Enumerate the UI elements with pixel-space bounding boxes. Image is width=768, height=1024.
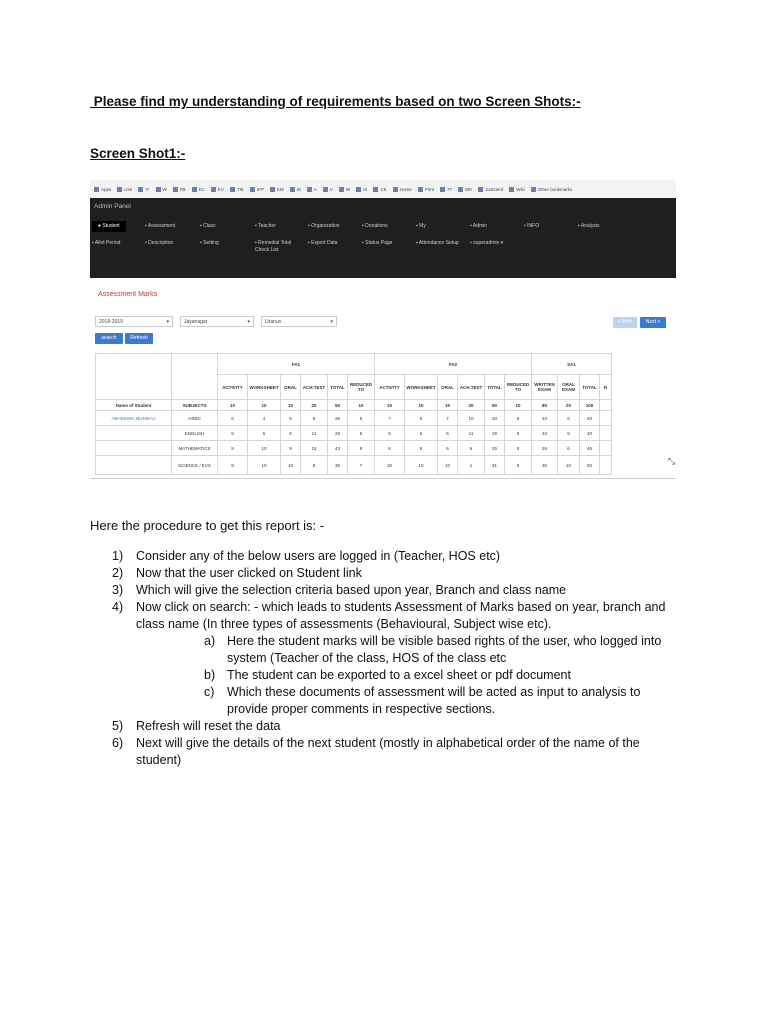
screenshot-label: Screen Shot1:-: [90, 146, 186, 161]
mark-cell: 10: [458, 411, 485, 426]
bookmark-item[interactable]: [192, 187, 205, 192]
bookmark-item[interactable]: [531, 187, 573, 192]
column-header: TOTAL: [328, 375, 348, 400]
substep-number: a): [204, 634, 216, 648]
substep-text: Which these documents of assessment will be acted as input to analysis to provide proper comments in respective sections.: [227, 685, 641, 716]
step-number: 2): [112, 566, 124, 580]
mark-cell: 6: [558, 411, 580, 426]
bookmark-icon: [173, 187, 178, 192]
bookmark-item[interactable]: [138, 187, 149, 192]
nav-item-secondary[interactable]: [92, 240, 120, 247]
procedure-intro: Here the procedure to get this report is: -: [90, 518, 325, 533]
nav-label: Teacher: [258, 223, 276, 229]
bookmark-label: V: [329, 186, 333, 192]
mark-cell: 29: [328, 426, 348, 441]
bookmark-icon: [458, 187, 463, 192]
step-text: Now click on search: - which leads to students Assessment of Marks based on year, branch and class name (In three types of assessments (Behavioural, Subject wise etc).: [136, 600, 666, 631]
table-cell: [172, 354, 218, 400]
mark-cell: 25: [485, 441, 505, 456]
table-max-marks-row: [96, 400, 612, 411]
mark-cell: 7: [348, 456, 375, 475]
nav-item-teacher[interactable]: [255, 223, 276, 230]
mark-cell: 7: [438, 411, 458, 426]
table-row: [96, 456, 612, 475]
max-mark-cell: 10: [348, 400, 375, 411]
bookmark-label: IS: [363, 186, 368, 192]
mark-cell: 36: [328, 456, 348, 475]
resize-icon: ⤡: [668, 456, 676, 466]
mark-cell: 31: [485, 456, 505, 475]
procedure-step: [90, 735, 680, 769]
bookmark-label: Wiki: [516, 186, 525, 192]
mark-cell: 50: [580, 456, 600, 475]
mark-cell: 9: [281, 441, 301, 456]
bookmark-icon: [509, 187, 514, 192]
embedded-screenshot: [90, 180, 676, 479]
subject-cell: ENGLISH: [172, 426, 218, 441]
step-number: 4): [112, 600, 124, 614]
mark-cell: 9: [218, 441, 248, 456]
nav-item-donations[interactable]: [362, 223, 388, 230]
table-cell: [96, 354, 172, 400]
procedure-step: [90, 599, 680, 718]
year-select[interactable]: 2018-2019 ▾: [95, 316, 173, 327]
max-mark-cell: 20: [458, 400, 485, 411]
mark-cell: 6: [405, 411, 438, 426]
mark-cell: 7: [375, 411, 405, 426]
nav-label: Attendance Setup: [418, 240, 459, 246]
assessment-content: [90, 278, 676, 478]
nav-icon: ▪: [308, 223, 312, 229]
mark-cell: 10: [438, 456, 458, 475]
nav-icon: ▪: [200, 223, 204, 229]
next-button[interactable]: Next »: [640, 317, 666, 328]
mark-cell: 10: [248, 441, 281, 456]
nav-item-secondary[interactable]: [470, 240, 503, 247]
student-name-cell[interactable]: ABHISHEK MUNIRAJ: [96, 411, 172, 426]
max-mark-cell: 20: [558, 400, 580, 411]
bookmark-label: IFP: [256, 186, 264, 192]
max-mark-cell: 10: [248, 400, 281, 411]
student-name-cell: [96, 441, 172, 456]
mark-cell: 6: [505, 426, 532, 441]
nav-icon: ▪: [145, 240, 149, 246]
bookmark-icon: [211, 187, 216, 192]
refresh-button[interactable]: Refresh: [125, 333, 153, 344]
bookmarks-bar: [90, 180, 676, 198]
procedure-step: [90, 582, 680, 599]
column-header: TOTAL: [485, 375, 505, 400]
bookmark-icon: [339, 187, 344, 192]
column-header: ORAL: [281, 375, 301, 400]
bookmark-item[interactable]: [270, 187, 284, 192]
step-text: Consider any of the below users are logged in (Teacher, HOS etc): [136, 549, 501, 563]
max-mark-cell: 10: [218, 400, 248, 411]
bookmark-icon: [156, 187, 161, 192]
nav-icon: ▪: [92, 240, 95, 246]
step-number: 6): [112, 736, 124, 750]
mark-cell: 43: [328, 441, 348, 456]
step-text: Next will give the details of the next student (mostly in alphabetical order of the name of the student): [136, 736, 640, 767]
mark-cell: 9: [348, 441, 375, 456]
mark-cell: 6: [248, 426, 281, 441]
procedure-substep: [90, 684, 680, 718]
bookmark-item[interactable]: [509, 187, 525, 192]
step-text: Now that the user clicked on Student link: [136, 566, 362, 580]
mark-cell: 8: [301, 456, 328, 475]
subject-cell: HINDI: [172, 411, 218, 426]
bookmark-icon: [94, 187, 99, 192]
mark-cell: 6: [375, 426, 405, 441]
bookmark-item[interactable]: [307, 187, 317, 192]
nav-label: INFO: [527, 223, 540, 229]
nav-item-class[interactable]: [200, 223, 216, 230]
assessment-group-fa2: FA2: [375, 354, 532, 375]
bookmark-item[interactable]: [173, 187, 186, 192]
column-header: WRITTEN EXAM: [532, 375, 558, 400]
nav-item-organization[interactable]: [308, 223, 340, 230]
mark-cell: 4: [248, 411, 281, 426]
bookmark-label: Home: [399, 186, 412, 192]
mark-cell: 1: [458, 456, 485, 475]
bookmark-icon: [373, 187, 378, 192]
mark-cell: 40: [580, 426, 600, 441]
nav-icon: ▪: [200, 240, 204, 246]
max-mark-cell: 10: [505, 400, 532, 411]
bookmark-item[interactable]: [440, 187, 452, 192]
mark-cell: 10: [558, 456, 580, 475]
nav-item-admin[interactable]: [470, 223, 487, 230]
max-mark-cell: 50: [328, 400, 348, 411]
column-header: WORKSHEET: [405, 375, 438, 400]
nav-label: Description: [148, 240, 174, 246]
nav-icon: ▪: [255, 240, 259, 246]
mark-cell: 6: [281, 426, 301, 441]
assessment-group-sa1: SA1: [532, 354, 612, 375]
procedure-step: [90, 565, 680, 582]
substep-text: The student can be exported to a excel sheet or pdf document: [227, 668, 571, 682]
bookmark-item[interactable]: [156, 187, 167, 192]
mark-cell: 30: [532, 456, 558, 475]
bookmark-icon: [290, 187, 295, 192]
max-mark-cell: [600, 400, 612, 411]
table-group-row: [96, 354, 612, 375]
step-text: Refresh will reset the data: [136, 719, 281, 733]
table-row: [96, 426, 612, 441]
mark-cell: 34: [532, 426, 558, 441]
nav-icon: ▪: [416, 223, 420, 229]
nav-item-info[interactable]: [524, 223, 539, 230]
mark-cell: 11: [301, 426, 328, 441]
mark-cell: 29: [485, 426, 505, 441]
nav-label: Assessment: [147, 223, 176, 229]
nav-icon: ▪: [362, 223, 366, 229]
column-header: ACTIVITY: [375, 375, 405, 400]
mark-cell: 5: [405, 441, 438, 456]
nav-label: superadmin ▾: [473, 240, 504, 246]
mark-cell: 6: [218, 426, 248, 441]
max-mark-cell: 10: [438, 400, 458, 411]
bookmark-item[interactable]: [230, 187, 244, 192]
nav-label: Remedial Total Check List: [255, 240, 292, 253]
bookmark-item[interactable]: [458, 187, 472, 192]
column-header: ACH.TEST: [458, 375, 485, 400]
mark-cell: 10: [375, 456, 405, 475]
nav-label: Organization: [311, 223, 340, 229]
procedure-steps: [90, 548, 680, 769]
bookmark-item[interactable]: [290, 187, 301, 192]
document-heading: Please find my understanding of requirements based on two Screen Shots:-: [90, 94, 581, 109]
nav-label: Admin: [472, 223, 488, 229]
bookmark-item[interactable]: [117, 187, 132, 192]
column-header: ACH.TEST: [301, 375, 328, 400]
bookmark-icon: [356, 187, 361, 192]
nav-label: Setting: [203, 240, 219, 246]
max-mark-cell: 10: [375, 400, 405, 411]
bookmark-label: 77: [446, 186, 452, 192]
max-mark-cell: 50: [485, 400, 505, 411]
admin-panel-title: Admin Panel: [94, 203, 131, 210]
subject-cell: SCIENCE / EVS: [172, 456, 218, 475]
bookmark-item[interactable]: [94, 187, 111, 192]
student-icon: ●: [98, 223, 103, 229]
max-mark-cell: 80: [532, 400, 558, 411]
nav-label: Class: [203, 223, 216, 229]
bookmark-item[interactable]: [211, 187, 224, 192]
mark-cell: [600, 411, 612, 426]
max-mark-cell: 100: [580, 400, 600, 411]
mark-cell: 6: [505, 456, 532, 475]
step-text: Which will give the selection criteria based upon year, Branch and class name: [136, 583, 567, 597]
branch-select[interactable]: Jayanagar ▾: [180, 316, 254, 327]
substep-number: c): [204, 685, 215, 699]
bookmark-label: KM: [276, 186, 284, 192]
mark-cell: 11: [458, 426, 485, 441]
bookmark-label: WK: [465, 186, 473, 192]
column-header: ORAL EXAM: [558, 375, 580, 400]
bookmark-item[interactable]: [250, 187, 264, 192]
bookmark-label: TIE: [236, 186, 244, 192]
mark-cell: 15: [301, 441, 328, 456]
substep-number: b): [204, 668, 216, 682]
bookmark-label: A: [313, 186, 317, 192]
nav-item-secondary[interactable]: [308, 240, 338, 247]
mark-cell: 10: [248, 456, 281, 475]
prev-button[interactable]: « Prev: [613, 317, 637, 328]
bookmark-label: W: [345, 186, 351, 192]
bookmark-label: W: [162, 186, 167, 192]
bookmark-icon: [230, 187, 235, 192]
mark-cell: 6: [375, 441, 405, 456]
nav-icon: ▪: [362, 240, 366, 246]
nav-item-secondary[interactable]: [200, 240, 219, 247]
column-header: ACTIVITY: [218, 375, 248, 400]
bookmark-icon: [478, 187, 483, 192]
bookmark-label: IS: [296, 186, 301, 192]
student-name-cell: [96, 456, 172, 475]
mark-cell: 6: [218, 411, 248, 426]
mark-cell: 5: [505, 441, 532, 456]
mark-cell: 26: [328, 411, 348, 426]
mark-cell: 9: [301, 411, 328, 426]
mark-cell: [600, 456, 612, 475]
mark-cell: 5: [348, 411, 375, 426]
mark-cell: 6: [558, 426, 580, 441]
bookmark-icon: [117, 187, 122, 192]
class-select[interactable]: Uranus ▾: [261, 316, 337, 327]
nav-icon: ▪: [416, 240, 419, 246]
bookmark-label: Apps: [101, 186, 112, 192]
student-name-cell: [96, 426, 172, 441]
nav-label: Allot Period: [94, 240, 121, 246]
admin-panel-header: [90, 198, 676, 278]
bookmark-label: KV: [217, 186, 224, 192]
bookmark-label: Print: [424, 186, 434, 192]
bookmark-item[interactable]: [478, 187, 503, 192]
max-mark-cell: 10: [281, 400, 301, 411]
bookmark-label: JustNerd: [485, 186, 504, 192]
nav-row-secondary: [90, 240, 676, 254]
bookmark-item[interactable]: [373, 187, 386, 192]
mark-cell: 8: [218, 456, 248, 475]
bookmark-icon: [192, 187, 197, 192]
nav-icon: ▪: [470, 223, 473, 229]
column-header: REDUCED TO: [348, 375, 375, 400]
mark-cell: 26: [532, 441, 558, 456]
column-header: WORKSHEET: [248, 375, 281, 400]
mark-cell: 30: [485, 411, 505, 426]
bookmark-icon: [323, 187, 328, 192]
column-header: R: [600, 375, 612, 400]
nav-item-my[interactable]: [416, 223, 426, 230]
nav-item-secondary[interactable]: [362, 240, 392, 247]
bookmark-item[interactable]: [323, 187, 333, 192]
nav-icon: ▪: [145, 223, 148, 229]
name-of-student-header: Name of Student: [96, 400, 172, 411]
bookmark-label: Other bookmarks: [537, 186, 573, 192]
subjects-header: SUBJECTS: [172, 400, 218, 411]
nav-icon: ▪: [578, 223, 581, 229]
max-mark-cell: 20: [301, 400, 328, 411]
nav-item-analysis[interactable]: [578, 223, 600, 230]
nav-item-assessment[interactable]: [145, 223, 175, 230]
nav-label: Analysis: [580, 223, 600, 229]
nav-icon: ▪: [255, 223, 259, 229]
bookmark-item[interactable]: [418, 187, 434, 192]
bookmark-item[interactable]: [339, 187, 350, 192]
bookmark-icon: [307, 187, 312, 192]
mark-cell: 6: [405, 426, 438, 441]
mark-cell: 6: [438, 441, 458, 456]
column-header: ORAL: [438, 375, 458, 400]
mark-cell: 40: [580, 411, 600, 426]
nav-label: Status Page: [365, 240, 393, 246]
nav-label: Student: [102, 223, 120, 229]
search-button[interactable]: search: [95, 333, 123, 344]
max-mark-cell: 10: [405, 400, 438, 411]
nav-item-student[interactable]: [92, 221, 126, 232]
step-number: 1): [112, 549, 124, 563]
column-header: REDUCED TO: [505, 375, 532, 400]
table-row: [96, 441, 612, 456]
step-number: 3): [112, 583, 124, 597]
nav-item-secondary[interactable]: [255, 240, 303, 254]
bookmark-icon: [270, 187, 275, 192]
mark-cell: 6: [505, 411, 532, 426]
mark-cell: 6: [458, 441, 485, 456]
nav-item-secondary[interactable]: [145, 240, 173, 247]
bookmark-label: KC: [198, 186, 205, 192]
bookmark-item[interactable]: [393, 187, 412, 192]
procedure-substep: [90, 667, 680, 684]
bookmark-icon: [418, 187, 423, 192]
nav-icon: ▪: [308, 240, 312, 246]
procedure-step: [90, 718, 680, 735]
procedure-substep: [90, 633, 680, 667]
bookmark-icon: [440, 187, 445, 192]
bookmark-icon: [393, 187, 398, 192]
mark-cell: 10: [281, 456, 301, 475]
column-header: TOTAL: [580, 375, 600, 400]
nav-label: Donations: [365, 223, 388, 229]
step-number: 5): [112, 719, 124, 733]
procedure-step: [90, 548, 680, 565]
bookmark-label: Use: [124, 186, 133, 192]
mark-cell: 34: [532, 411, 558, 426]
bookmark-label: FB: [179, 186, 186, 192]
mark-cell: 46: [580, 441, 600, 456]
bookmark-item[interactable]: [356, 187, 367, 192]
subject-cell: MATHEMATICS: [172, 441, 218, 456]
bookmark-label: Y!: [145, 186, 150, 192]
mark-cell: [600, 441, 612, 456]
mark-cell: 5: [281, 411, 301, 426]
assessment-group-fa1: FA1: [218, 354, 375, 375]
assessment-marks-table: [95, 353, 612, 475]
assessment-marks-title: Assessment Marks: [98, 291, 158, 298]
procedure-substeps: [136, 633, 680, 718]
substep-text: Here the student marks will be visible based rights of the user, who logged into system (Teacher of the class, HOS of the class etc: [227, 634, 662, 665]
bookmark-icon: [138, 187, 143, 192]
bookmark-icon: [531, 187, 536, 192]
mark-cell: 6: [438, 426, 458, 441]
nav-icon: ▪: [524, 223, 528, 229]
mark-cell: 10: [405, 456, 438, 475]
mark-cell: 6: [348, 426, 375, 441]
bookmark-icon: [250, 187, 255, 192]
mark-cell: 6: [558, 441, 580, 456]
nav-row-primary: [90, 223, 676, 237]
table-row: [96, 411, 612, 426]
nav-label: My: [419, 223, 426, 229]
nav-label: Export Data: [311, 240, 338, 246]
nav-item-secondary[interactable]: [416, 240, 459, 247]
nav-icon: ▪: [470, 240, 474, 246]
bookmark-label: CK: [380, 186, 387, 192]
mark-cell: [600, 426, 612, 441]
